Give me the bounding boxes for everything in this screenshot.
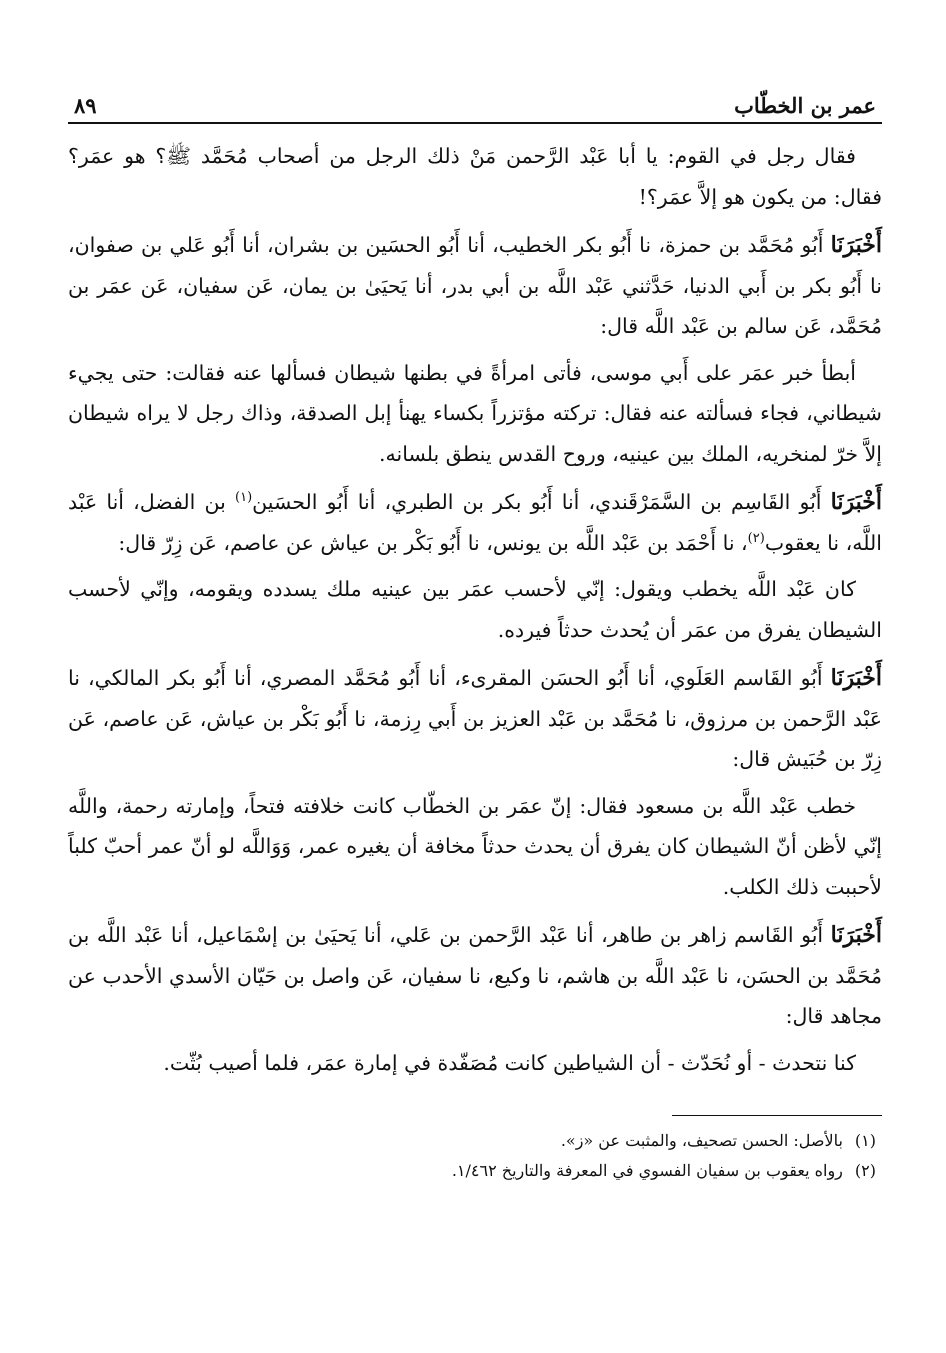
akhbarana-lead: أَخْبَرَنَا <box>830 232 882 258</box>
footnote-number: (١) <box>854 1131 876 1150</box>
footnote-ref: (٢) <box>747 530 765 546</box>
narration-text: أبطأ خبر عمَر على أَبي موسى، فأتى امرأةً في بطنها شيطان فسألها عنه فقالت: حتى يجيء شيطاني، فجاء فسألته عنه فقال: تركته مؤتزراً بكساء يهنأ إبل الصدقة، وذاك رجل لا يراه شيطان إلاَّ خرّ لمنخريه، الملك بين عينيه، وروح القدس ينطق بلسانه. <box>68 360 882 466</box>
narration-text: كان عَبْد اللَّه يخطب ويقول: إنّي لأحسب عمَر بين عينيه ملك يسدده ويقومه، وإنّي لأحسب الشيطان يفرق من عمَر أن يُحدث حدثاً فيرده. <box>68 577 882 642</box>
running-title: عمر بن الخطّاب <box>734 93 876 118</box>
footnote-text: بالأصل: الحسن تصحيف، والمثبت عن «ز». <box>560 1131 843 1150</box>
narration-text: فقال رجل في القوم: يا أبا عَبْد الرَّحمن مَنْ ذلك الرجل من أصحاب مُحَمَّد ﷺ؟ هو عمَر؟ فقال: من يكون هو إلاَّ عمَر؟! <box>68 144 882 209</box>
akhbarana-lead: أَخْبَرَنَا <box>830 922 882 948</box>
akhbarana-lead: أَخْبَرَنَا <box>830 489 882 515</box>
book-page <box>68 84 882 1186</box>
footnotes <box>68 1126 882 1186</box>
footnote-number: (٢) <box>854 1161 876 1180</box>
narration-text: خطب عَبْد اللَّه بن مسعود فقال: إنّ عمَر بن الخطّاب كانت خلافته فتحاً، وإمارته رحمة، واللَّه إنّي لأظن أنّ الشيطان كان يفرق أن يحدث حدثاً مخافة أن يغيره عمر، وَوَاللَّه لو أنّ عمر أحبّ كلباً لأحببت ذلك الكلب. <box>68 793 882 899</box>
footnote-ref: (١) <box>235 490 253 506</box>
page-number: ٨٩ <box>74 93 97 118</box>
isnad-paragraph: أَخْبَرَنَا أَبُو القَاسِم بن السَّمَرْقَندي، أنا أَبُو بكر بن الطبري، أنا أَبُو الحسَين$^{(١)}$ بن الفضل، أنا عَبْد اللَّه، نا يعقوب$^{(٢)}$، نا أَحْمَد بن عَبْد اللَّه بن يونس، نا أَبُو بَكْر بن عياش عن عاصم، عَن زِرّ قال: <box>68 489 882 555</box>
running-header <box>68 84 882 124</box>
narration-text: كنا نتحدث - أو نُحَدّث - أن الشياطين كانت مُصَفّدة في إمارة عمَر، فلما أصيب بُثّت. <box>163 1050 856 1075</box>
isnad-paragraph: أَخْبَرَنَا أَبُو مُحَمَّد بن حمزة، نا أَبُو بكر الخطيب، أنا أَبُو الحسَين بن بشران، أنا أَبُو عَلي بن صفوان، نا أَبُو بكر بن أَبي الدنيا، حَدَّثني عَبْد اللَّه بن أبي بدر، أنا يَحيَىٰ بن يمان، عَن سفيان، عَن عمَر بن مُحَمَّد، عَن سالم بن عَبْد اللَّه قال: <box>68 232 882 338</box>
footnote-text: رواه يعقوب بن سفيان الفسوي في المعرفة والتاريخ ١/٤٦٢. <box>451 1161 843 1180</box>
footnote <box>68 1156 882 1186</box>
footnote-divider <box>672 1115 882 1116</box>
main-text <box>68 136 882 1083</box>
isnad-paragraph: أَخْبَرَنَا أَبُو القَاسم العَلَوي، أنا أَبُو الحسَن المقرىء، أنا أَبُو مُحَمَّد المصري، أنا أَبُو بكر المالكي، نا عَبْد الرَّحمن بن مرزوق، نا مُحَمَّد بن عَبْد العزيز بن أَبي رِزمة، نا أَبُو بَكْر بن عياش، عَن عاصم، عَن زِرّ بن حُبَيش قال: <box>68 665 882 771</box>
isnad-paragraph: أَخْبَرَنَا أَبُو القَاسم زاهر بن طاهر، أنا عَبْد الرَّحمن بن عَلي، أنا يَحيَىٰ بن إسْمَاعيل، أنا عَبْد اللَّه بن مُحَمَّد بن الحسَن، نا عَبْد اللَّه بن هاشم، نا وكيع، نا سفيان، عَن واصل بن حَيّان الأسدي الأحدب عن مجاهد قال: <box>68 922 882 1028</box>
akhbarana-lead: أَخْبَرَنَا <box>830 665 882 691</box>
footnote <box>68 1126 882 1156</box>
